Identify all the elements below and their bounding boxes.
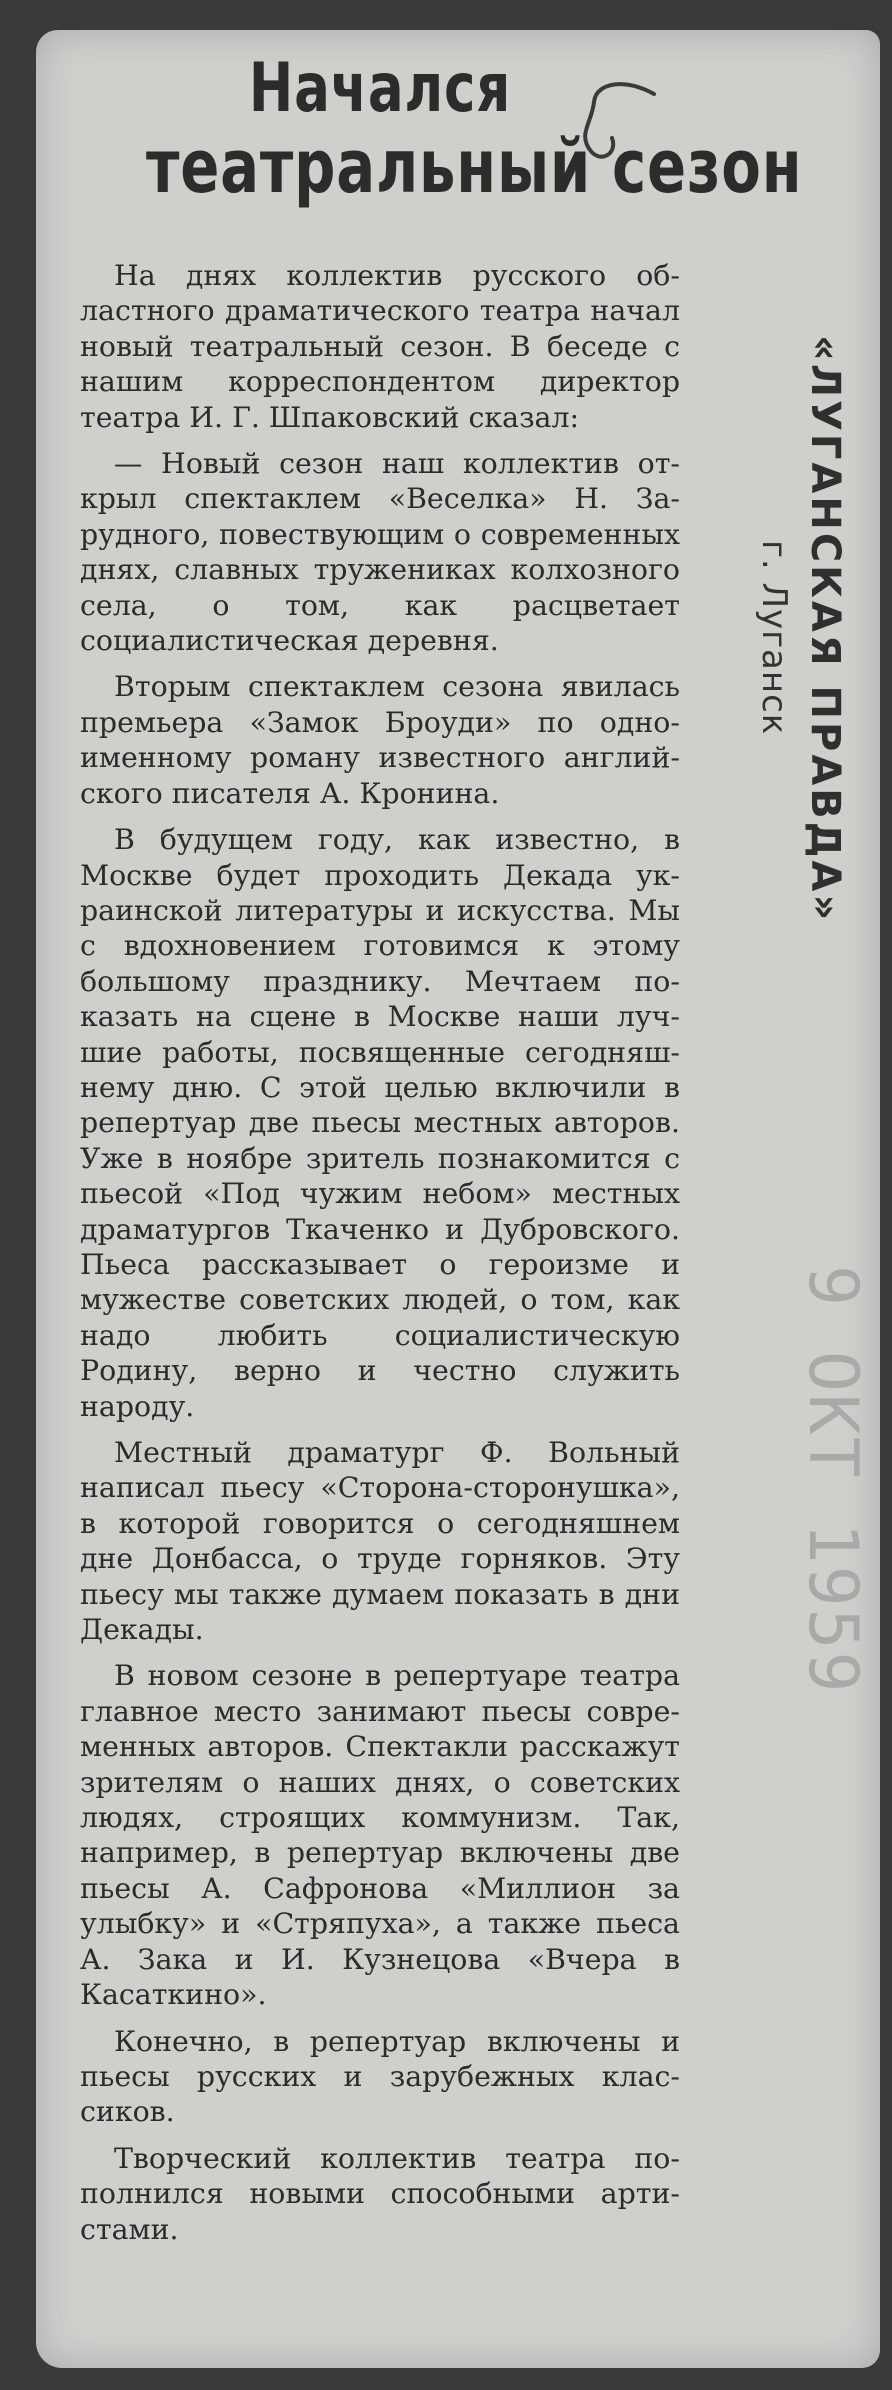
article-paragraph: Вторым спектаклем сезона явилась премьера «Замок Броуди» по одноименному роману известного английского писателя А. Кронина. xyxy=(80,670,680,810)
article-paragraph: В новом сезоне в репертуаре театра главное место занимают пьесы современных авторов. Спектакли расскажут зрителям о наших днях, о советских людях, строящих коммунизм. Так, например, в репертуар включены две пьесы А. Сафронова «Миллион за улыбку» и «Стряпуха», а также пьеса А. Зака и И. Кузнецова «Вчера в Касаткино». xyxy=(80,1659,680,2012)
headline-line-2: театральный сезон xyxy=(146,124,803,210)
article-paragraph: Местный драматург Ф. Вольный написал пьесу «Сторона-сторонушка», в которой говорится о сегодняшнем дне Донбасса, о труде горняков. Эту пьесу мы также думаем показать в дни Декады. xyxy=(80,1436,680,1647)
article-paragraph: — Новый сезон наш коллектив открыл спектаклем «Веселка» Н. Зарудного, повествующим о современных днях, славных тружениках колхозного села, о том, как расцветает социалистическая деревня. xyxy=(80,447,680,658)
article-body xyxy=(80,258,680,2247)
article-paragraph: В будущем году, как известно, в Москве будет проходить Декада украинской литературы и искусства. Мы с вдохновением готовимся к этому большому празднику. Мечтаем показать на сцене в Москве наши лучшие работы, посвященные сегодняшнему дню. С этой целью включили в репертуар две пьесы местных авторов. Уже в ноябре зритель познакомится с пьесой «Под чужим небом» местных драматургов Ткаченко и Дубровского. Пьеса рассказывает о героизме и мужестве советских людей, о том, как надо любить социалистическую Родину, верно и честно служить народу. xyxy=(80,823,680,1423)
newspaper-clipping-card xyxy=(36,30,880,2368)
article-paragraph: Творческий коллектив театра пополнился новыми способными артистами. xyxy=(80,2141,680,2246)
date-stamp: 9 ОКТ 1959 xyxy=(793,1265,872,1695)
newspaper-city: г. Луганск xyxy=(754,540,794,736)
headline-line-1: Начался xyxy=(248,49,512,128)
newspaper-masthead: «ЛУГАНСКАЯ ПРАВДА» xyxy=(802,335,848,924)
article-paragraph: Конечно, в репертуар включены и пьесы русских и зарубежных классиков. xyxy=(80,2024,680,2129)
article-paragraph: На днях коллектив русского областного драматического театра начал новый театральный сезон. В беседе с нашим корреспондентом директор театра И. Г. Шпаковский сказал: xyxy=(80,259,680,434)
